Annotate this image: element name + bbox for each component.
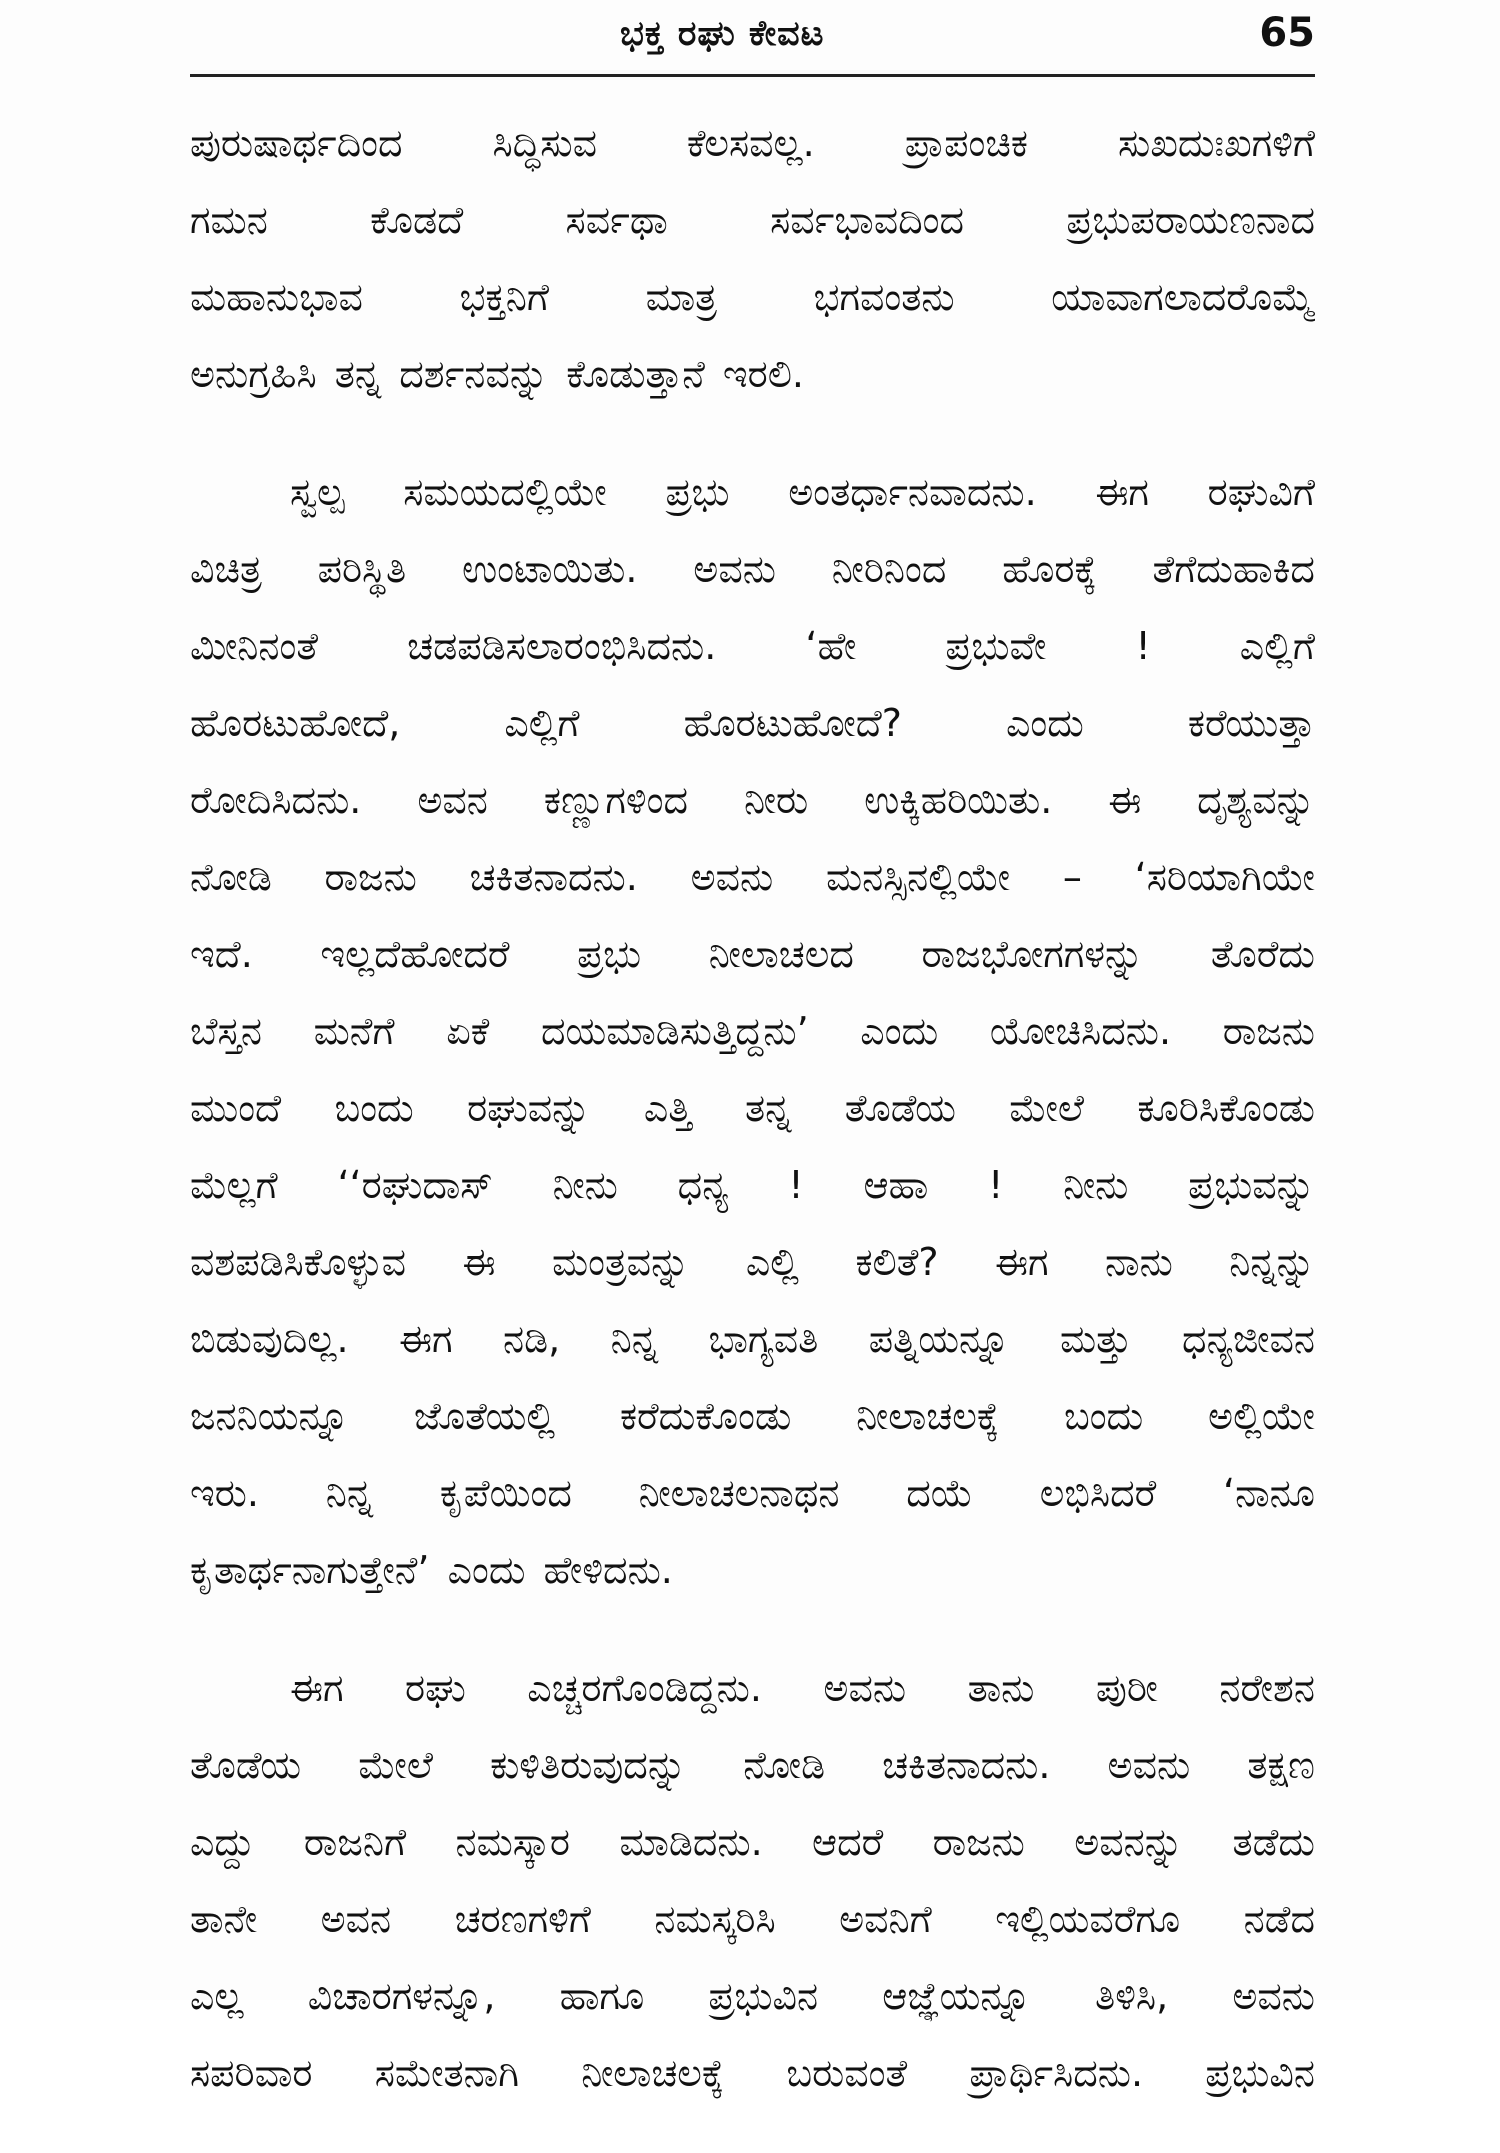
text-line: ಜನನಿಯನ್ನೂ ಜೊತೆಯಲ್ಲಿ ಕರೆದುಕೊಂಡು ನೀಲಾಚಲಕ್ಕೆ ಬಂದು ಅಲ್ಲಿಯೇ <box>190 1394 1315 1438</box>
paragraph <box>190 105 1315 413</box>
text-line: ಸಪರಿವಾರ ಸಮೇತನಾಗಿ ನೀಲಾಚಲಕ್ಕೆ ಬರುವಂತೆ ಪ್ರಾರ್ಥಿಸಿದನು. ಪ್ರಭುವಿನ <box>190 2051 1315 2095</box>
text-line: ಮೀನಿನಂತೆ ಚಡಪಡಿಸಲಾರಂಭಿಸಿದನು. ‘ಹೇ ಪ್ರಭುವೇ ! ಎಲ್ಲಿಗೆ <box>190 624 1315 668</box>
paragraph <box>190 1650 1315 2112</box>
text-line: ಹೊರಟುಹೋದೆ, ಎಲ್ಲಿಗೆ ಹೊರಟುಹೋದೆ? ಎಂದು ಕರೆಯುತ್ತಾ <box>190 701 1315 745</box>
page-header <box>190 6 1315 74</box>
text-line: ಪುರುಷಾರ್ಥದಿಂದ ಸಿದ್ಧಿಸುವ ಕೆಲಸವಲ್ಲ. ಪ್ರಾಪಂಚಿಕ ಸುಖದುಃಖಗಳಿಗೆ <box>190 121 1315 165</box>
text-line: ಕೃತಾರ್ಥನಾಗುತ್ತೇನೆ’ ಎಂದು ಹೇಳಿದನು. <box>190 1548 673 1592</box>
text-line: ಸ್ವಲ್ಪ ಸಮಯದಲ್ಲಿಯೇ ಪ್ರಭು ಅಂತರ್ಧಾನವಾದನು. ಈಗ ರಘುವಿಗೆ <box>290 470 1315 514</box>
paragraph <box>190 454 1315 1609</box>
text-line: ವಿಚಿತ್ರ ಪರಿಸ್ಥಿತಿ ಉಂಟಾಯಿತು. ಅವನು ನೀರಿನಿಂದ ಹೊರಕ್ಕೆ ತೆಗೆದುಹಾಕಿದ <box>190 547 1315 591</box>
text-line: ನೋಡಿ ರಾಜನು ಚಕಿತನಾದನು. ಅವನು ಮನಸ್ಸಿನಲ್ಲಿಯೇ – ‘ಸರಿಯಾಗಿಯೇ <box>190 855 1315 899</box>
text-line: ತಾನೇ ಅವನ ಚರಣಗಳಿಗೆ ನಮಸ್ಕರಿಸಿ ಅವನಿಗೆ ಇಲ್ಲಿಯವರೆಗೂ ನಡೆದ <box>190 1897 1315 1941</box>
text-line: ಈಗ ರಘು ಎಚ್ಚರಗೊಂಡಿದ್ದನು. ಅವನು ತಾನು ಪುರೀ ನರೇಶನ <box>290 1666 1315 1710</box>
text-line: ಮುಂದೆ ಬಂದು ರಘುವನ್ನು ಎತ್ತಿ ತನ್ನ ತೊಡೆಯ ಮೇಲೆ ಕೂರಿಸಿಕೊಂಡು <box>190 1086 1315 1130</box>
text-line: ಬಿಡುವುದಿಲ್ಲ. ಈಗ ನಡಿ, ನಿನ್ನ ಭಾಗ್ಯವತಿ ಪತ್ನಿಯನ್ನೂ ಮತ್ತು ಧನ್ಯಜೀವನ <box>190 1317 1315 1361</box>
text-line: ಎಲ್ಲ ವಿಚಾರಗಳನ್ನೂ, ಹಾಗೂ ಪ್ರಭುವಿನ ಆಜ್ಞೆಯನ್ನೂ ತಿಳಿಸಿ, ಅವನು <box>190 1974 1315 2018</box>
text-line: ತೊಡೆಯ ಮೇಲೆ ಕುಳಿತಿರುವುದನ್ನು ನೋಡಿ ಚಕಿತನಾದನು. ಅವನು ತಕ್ಷಣ <box>190 1743 1315 1787</box>
text-line: ಮೆಲ್ಲಗೆ ‘‘ರಘುದಾಸ್ ನೀನು ಧನ್ಯ ! ಆಹಾ ! ನೀನು ಪ್ರಭುವನ್ನು <box>190 1163 1315 1207</box>
page-number: 65 <box>1259 10 1315 56</box>
text-line: ಎದ್ದು ರಾಜನಿಗೆ ನಮಸ್ಕಾರ ಮಾಡಿದನು. ಆದರೆ ರಾಜನು ಅವನನ್ನು ತಡೆದು <box>190 1820 1315 1864</box>
body-text <box>190 105 1315 2153</box>
text-line: ಮಹಾನುಭಾವ ಭಕ್ತನಿಗೆ ಮಾತ್ರ ಭಗವಂತನು ಯಾವಾಗಲಾದರೊಮ್ಮೆ <box>190 275 1315 319</box>
running-title: ಭಕ್ತ ರಘು ಕೇವಟ <box>620 14 825 54</box>
text-line: ಬೆಸ್ತನ ಮನೆಗೆ ಏಕೆ ದಯಮಾಡಿಸುತ್ತಿದ್ದನು’ ಎಂದು ಯೋಚಿಸಿದನು. ರಾಜನು <box>190 1009 1315 1053</box>
text-line: ರೋದಿಸಿದನು. ಅವನ ಕಣ್ಣುಗಳಿಂದ ನೀರು ಉಕ್ಕಿಹರಿಯಿತು. ಈ ದೃಶ್ಯವನ್ನು <box>190 778 1315 822</box>
header-rule <box>190 74 1315 77</box>
text-line: ಅನುಗ್ರಹಿಸಿ ತನ್ನ ದರ್ಶನವನ್ನು ಕೊಡುತ್ತಾನೆ ಇರಲಿ. <box>190 352 805 396</box>
text-line: ಇರು. ನಿನ್ನ ಕೃಪೆಯಿಂದ ನೀಲಾಚಲನಾಥನ ದಯೆ ಲಭಿಸಿದರೆ ‘ನಾನೂ <box>190 1471 1315 1515</box>
text-line: ಗಮನ ಕೊಡದೆ ಸರ್ವಥಾ ಸರ್ವಭಾವದಿಂದ ಪ್ರಭುಪರಾಯಣನಾದ <box>190 198 1315 242</box>
text-line: ವಶಪಡಿಸಿಕೊಳ್ಳುವ ಈ ಮಂತ್ರವನ್ನು ಎಲ್ಲಿ ಕಲಿತೆ? ಈಗ ನಾನು ನಿನ್ನನ್ನು <box>190 1240 1315 1284</box>
text-line: ಇದೆ. ಇಲ್ಲದೆಹೋದರೆ ಪ್ರಭು ನೀಲಾಚಲದ ರಾಜಭೋಗಗಳನ್ನು ತೊರೆದು <box>190 932 1315 976</box>
